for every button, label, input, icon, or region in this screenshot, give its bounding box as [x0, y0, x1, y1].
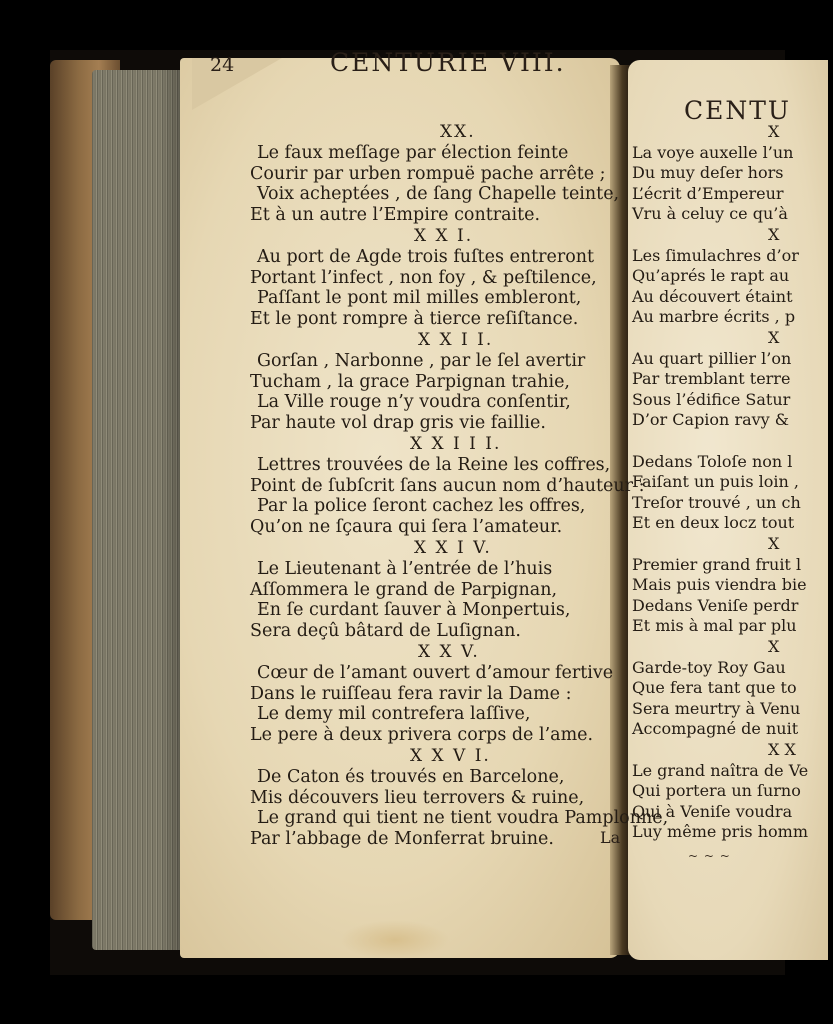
right-verse-line: Mais puis viendra bie	[632, 575, 807, 595]
right-verse-line: L’écrit d’Empereur	[632, 183, 784, 203]
verse-line: Cœur de l’amant ouvert d’amour fertive	[257, 662, 614, 683]
verse-line: Et le pont rompre à tierce reſiſtance.	[250, 309, 579, 330]
right-verse-line: Vru à celuy ce qu’à	[632, 204, 788, 224]
catchword: La	[600, 828, 621, 847]
verse-line: Le demy mil contrefera laſſive,	[257, 704, 531, 725]
verse-line: Au port de Agde trois fuſtes entreront	[257, 246, 595, 267]
right-verse-line: Au quart pillier l’on	[632, 348, 792, 368]
verse-line: Sera deçû bâtard de Luſignan.	[250, 621, 521, 642]
verse-line: De Caton és trouvés en Barcelone,	[257, 766, 565, 787]
right-verse-line: La voye auxelle l’un	[632, 142, 794, 162]
verse-line: Le Lieutenant à l’entrée de l’huis	[257, 558, 553, 579]
running-head: CENTURIE VIII.	[330, 48, 566, 77]
verse-line: Qu’on ne ſçaura qui ſera l’amateur.	[250, 517, 563, 538]
right-quatrain-number: X	[768, 534, 780, 553]
verse-line: Mis découvers lieu terrovers & ruine,	[250, 787, 585, 808]
right-quatrain-number: X X	[768, 740, 796, 759]
right-running-head: CENTU	[684, 96, 791, 125]
verse-line: Courir par urben rompuë pache arrête ;	[250, 163, 606, 184]
verse-line: En ſe curdant ſauver à Monpertuis,	[257, 600, 571, 621]
quatrain-number: X X I I.	[418, 330, 494, 350]
folded-corner	[192, 58, 282, 110]
right-verse-line: Qu’aprés le rapt au	[632, 266, 790, 286]
right-verse-line: Dedans Toloſe non l	[632, 451, 793, 471]
right-verse-line: Garde-toy Roy Gau	[632, 657, 786, 677]
paper-stain	[340, 920, 450, 960]
quatrain-number: X X I.	[414, 226, 474, 246]
verse-line: Portant l’infect , non foy , & peſtilence,	[250, 267, 597, 288]
quatrain-number: X X I I I.	[410, 434, 502, 454]
right-verse-line: Les ſimulachres d’or	[632, 245, 799, 265]
verse-line: Dans le ruiſſeau fera ravir la Dame :	[250, 683, 572, 704]
right-verse-line: Et en deux locz tout	[632, 513, 795, 533]
right-verse-line: Par tremblant terre	[632, 369, 791, 389]
right-verse-line: Faiſant un puis loin ,	[632, 472, 799, 492]
right-verse-line: Le grand naîtra de Ve	[632, 760, 809, 780]
verse-line: Paſſant le pont mil milles embleront,	[257, 288, 582, 309]
right-quatrain-number: X	[768, 122, 780, 141]
page-number: 24	[210, 54, 235, 76]
verse-line: Le pere à deux privera corps de l’ame.	[250, 725, 594, 746]
right-verse-line: Sera meurtry à Venu	[632, 698, 801, 718]
right-verse-line: Treſor trouvé , un ch	[632, 492, 801, 512]
right-quatrain-number: X	[768, 328, 780, 347]
verse-line: La Ville rouge n’y voudra conſentir,	[257, 392, 571, 413]
verse-line: Le grand qui tient ne tient voudra Pamplonne,	[257, 808, 669, 829]
right-verse-line: D’or Capion ravy &	[632, 410, 790, 430]
right-verse-line: Luy même pris homm	[632, 822, 809, 842]
quatrain-number: X X V.	[418, 642, 480, 662]
right-verse-line: Qui portera un ſurno	[632, 781, 801, 801]
right-verse-line: Qui à Veniſe voudra	[632, 801, 793, 821]
right-verse-line: Sous l’édifice Satur	[632, 389, 791, 409]
right-verse-line: Du muy deſer hors	[632, 163, 784, 183]
right-quatrain-number: X	[768, 225, 780, 244]
right-verse-line: Que fera tant que to	[632, 678, 797, 698]
verse-line: Aſſommera le grand de Parpignan,	[250, 579, 558, 600]
right-verse-line: Au marbre écrits , p	[632, 307, 796, 327]
verse-line: Gorſan , Narbonne , par le ſel avertir	[257, 350, 586, 371]
right-page-text	[628, 60, 809, 940]
verse-line: Le faux meſſage par élection feinte	[257, 142, 569, 163]
verse-line: Voix acheptées , de ſang Chapelle teinte,	[257, 184, 620, 205]
right-verse-line: Au découvert étaint	[632, 286, 793, 306]
verse-line: Lettres trouvées de la Reine les coffres,	[257, 454, 611, 475]
verse-line: Et à un autre l’Empire contraite.	[250, 205, 541, 226]
verse-line: Par la police ſeront cachez les offres,	[257, 496, 586, 517]
quatrain-number: XX.	[440, 122, 476, 142]
right-verse-line: Et mis à mal par plu	[632, 616, 797, 636]
verse-line: Tucham , la grace Parpignan trahie,	[250, 371, 570, 392]
right-verse-line: Dedans Veniſe perdr	[632, 595, 799, 615]
verse-line: Par haute vol drap gris vie faillie.	[250, 413, 546, 434]
tailpiece-ornament: ~ ~ ~	[688, 849, 731, 863]
verse-line: Point de ſubſcrit ſans aucun nom d’hauteur :	[250, 475, 645, 496]
quatrain-number: X X I V.	[414, 538, 492, 558]
right-verse-line: Premier grand fruit l	[632, 554, 802, 574]
right-verse-line: Accompagné de nuit	[632, 719, 799, 739]
right-quatrain-number: X	[768, 637, 780, 656]
verse-line: Par l’abbage de Monferrat bruine.	[250, 829, 554, 850]
quatrain-number: X X V I.	[410, 746, 491, 766]
